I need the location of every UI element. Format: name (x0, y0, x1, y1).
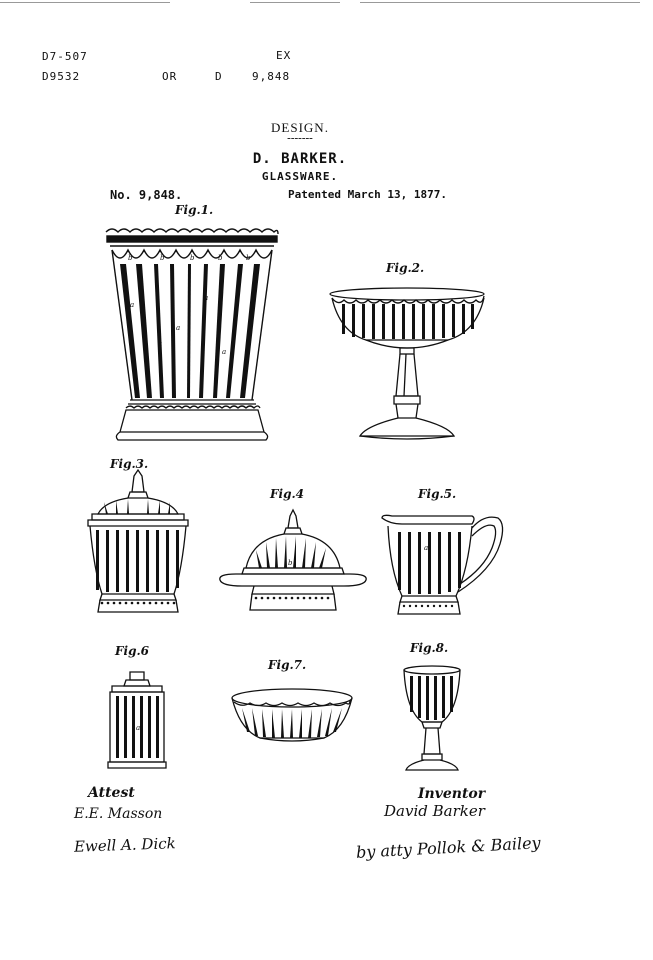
svg-text:b: b (160, 254, 165, 262)
doc-code-d: D (215, 70, 223, 83)
witness-2-signature: Ewell A. Dick (73, 834, 177, 856)
patent-date: Patented March 13, 1877. (288, 188, 447, 201)
fig-5-creamer-drawing (380, 510, 508, 618)
fig-6-covered-jar-drawing (106, 670, 168, 772)
doc-code-2: D9532 (42, 70, 81, 83)
scan-edge-line (250, 2, 340, 3)
fig-6-label: Fig.6 (115, 644, 149, 658)
fig-4-butter-dish-drawing (216, 510, 370, 616)
doc-code-1: D7-507 (42, 50, 88, 63)
svg-text:a: a (222, 348, 227, 356)
attorneys-signature: by atty Pollok & Bailey (355, 833, 542, 862)
doc-code-or: OR (162, 70, 178, 83)
fig-4-label: Fig.4 (270, 487, 304, 501)
fig-8-label: Fig.8. (410, 641, 449, 655)
fig-1-vase-drawing (100, 222, 285, 447)
fig-8-goblet-drawing (400, 664, 464, 774)
svg-text:a: a (424, 544, 429, 552)
inventor-name: D. BARKER. (252, 151, 348, 167)
svg-text:a: a (136, 724, 141, 732)
svg-text:b: b (128, 254, 133, 262)
scan-edge-line (0, 2, 170, 3)
witness-1-signature: E.E. Masson (74, 806, 163, 822)
svg-text:a: a (130, 301, 135, 309)
fig-5-label: Fig.5. (418, 487, 457, 501)
attest-label: Attest (88, 785, 135, 801)
svg-text:b: b (190, 254, 195, 262)
svg-text:b: b (246, 254, 251, 262)
fig-2-compote-drawing (326, 284, 488, 446)
fig-3-label: Fig.3. (110, 457, 149, 471)
doc-code-number: 9,848 (252, 70, 291, 83)
svg-text:b: b (218, 254, 223, 262)
svg-text:a: a (158, 340, 163, 348)
fig-1-label: Fig.1. (175, 203, 214, 217)
fig-3-covered-bowl-drawing (84, 470, 192, 618)
design-heading: DESIGN. (271, 120, 329, 135)
title-divider: ------- (287, 132, 313, 144)
doc-code-ex: EX (276, 49, 292, 62)
inventor-signature: David Barker (384, 802, 485, 820)
svg-text:a: a (204, 294, 209, 302)
fig-7-label: Fig.7. (268, 658, 307, 672)
fig-7-bowl-drawing (228, 686, 356, 744)
svg-text:a: a (176, 324, 181, 332)
svg-text:b: b (288, 559, 293, 567)
fig-2-label: Fig.2. (386, 261, 425, 275)
scan-edge-line (360, 2, 640, 3)
subject: GLASSWARE. (261, 170, 339, 183)
inventor-label: Inventor (418, 786, 486, 802)
patent-number: No. 9,848. (110, 188, 183, 202)
